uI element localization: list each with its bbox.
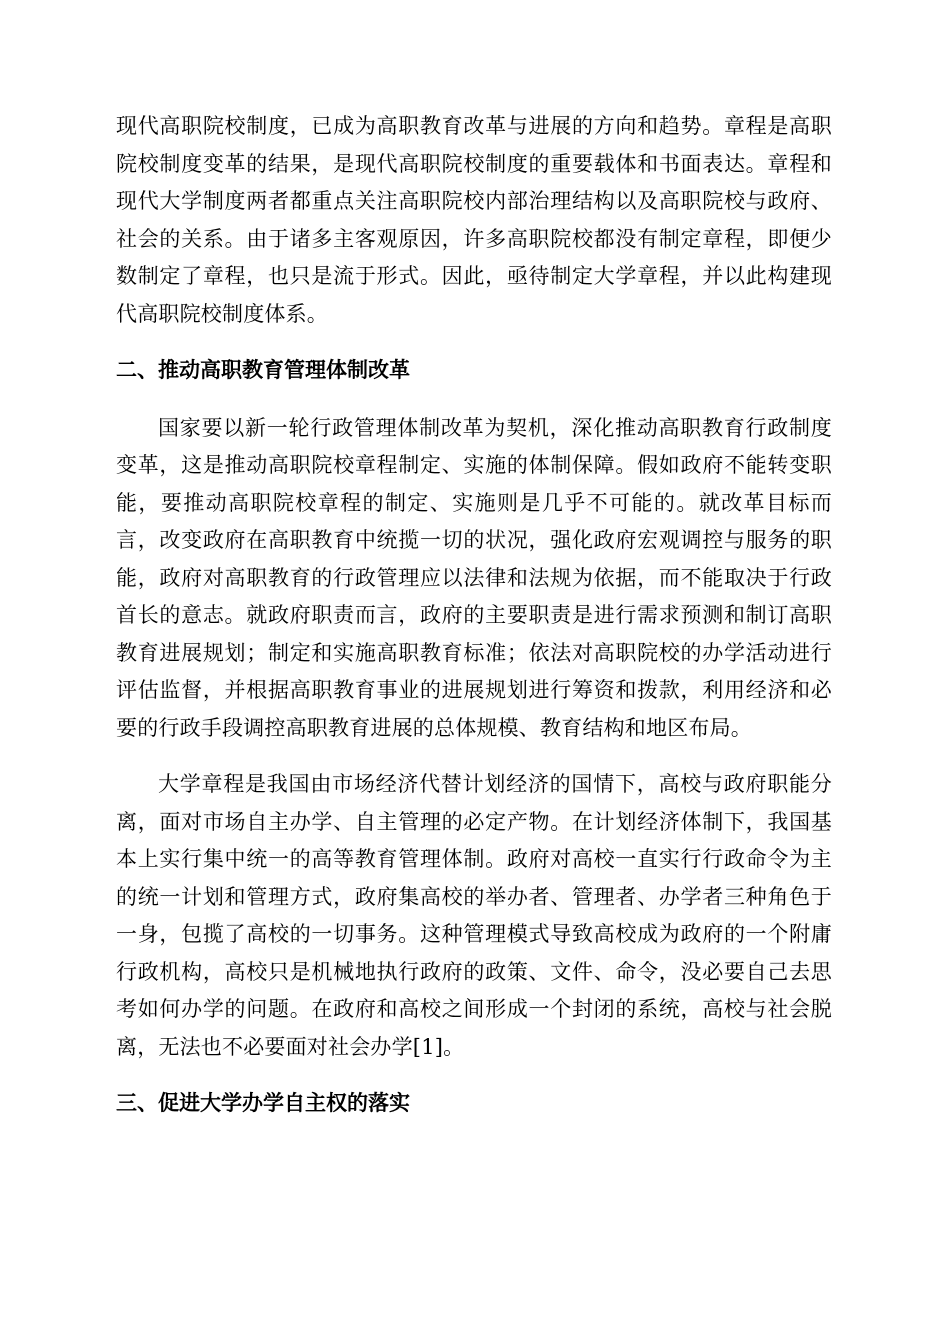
paragraph-reform: 国家要以新一轮行政管理体制改革为契机，深化推动高职教育行政制度变革，这是推动高职院校章程制定、实施的体制保障。假如政府不能转变职能，要推动高职院校章程的制定、实施则是几乎不可能的。就改革目标而言，改变政府在高职教育中统揽一切的状况，强化政府宏观调控与服务的职能，政府对高职教育的行政管理应以法律和法规为依据，而不能取决于行政首长的意志。就政府职责而言，政府的主要职责是进行需求预测和制订高职教育进展规划；制定和实施高职教育标准；依法对高职院校的办学活动进行评估监督，并根据高职教育事业的进展规划进行筹资和拨款，利用经济和必要的行政手段调控高职教育进展的总体规模、教育结构和地区布局。 (116, 415, 832, 740)
section-heading-3: 三、促进大学办学自主权的落实 (116, 1091, 410, 1115)
document-page (116, 108, 832, 1123)
section-heading-2: 二、推动高职教育管理体制改革 (116, 358, 410, 382)
paragraph-intro: 现代高职院校制度，已成为高职教育改革与进展的方向和趋势。章程是高职院校制度变革的结果，是现代高职院校制度的重要载体和书面表达。章程和现代大学制度两者都重点关注高职院校内部治理结构以及高职院校与政府、社会的关系。由于诸多主客观原因，许多高职院校都没有制定章程，即便少数制定了章程，也只是流于形式。因此，亟待制定大学章程，并以此构建现代高职院校制度体系。 (116, 114, 832, 326)
paragraph-charter: 大学章程是我国由市场经济代替计划经济的国情下，高校与政府职能分离，面对市场自主办学、自主管理的必定产物。在计划经济体制下，我国基本上实行集中统一的高等教育管理体制。政府对高校一直实行行政命令为主的统一计划和管理方式，政府集高校的举办者、管理者、办学者三种角色于一身，包揽了高校的一切事务。这种管理模式导致高校成为政府的一个附庸行政机构，高校只是机械地执行政府的政策、文件、命令，没必要自己去思考如何办学的问题。在政府和高校之间形成一个封闭的系统，高校与社会脱离，无法也不必要面对社会办学[1]。 (116, 772, 832, 1059)
